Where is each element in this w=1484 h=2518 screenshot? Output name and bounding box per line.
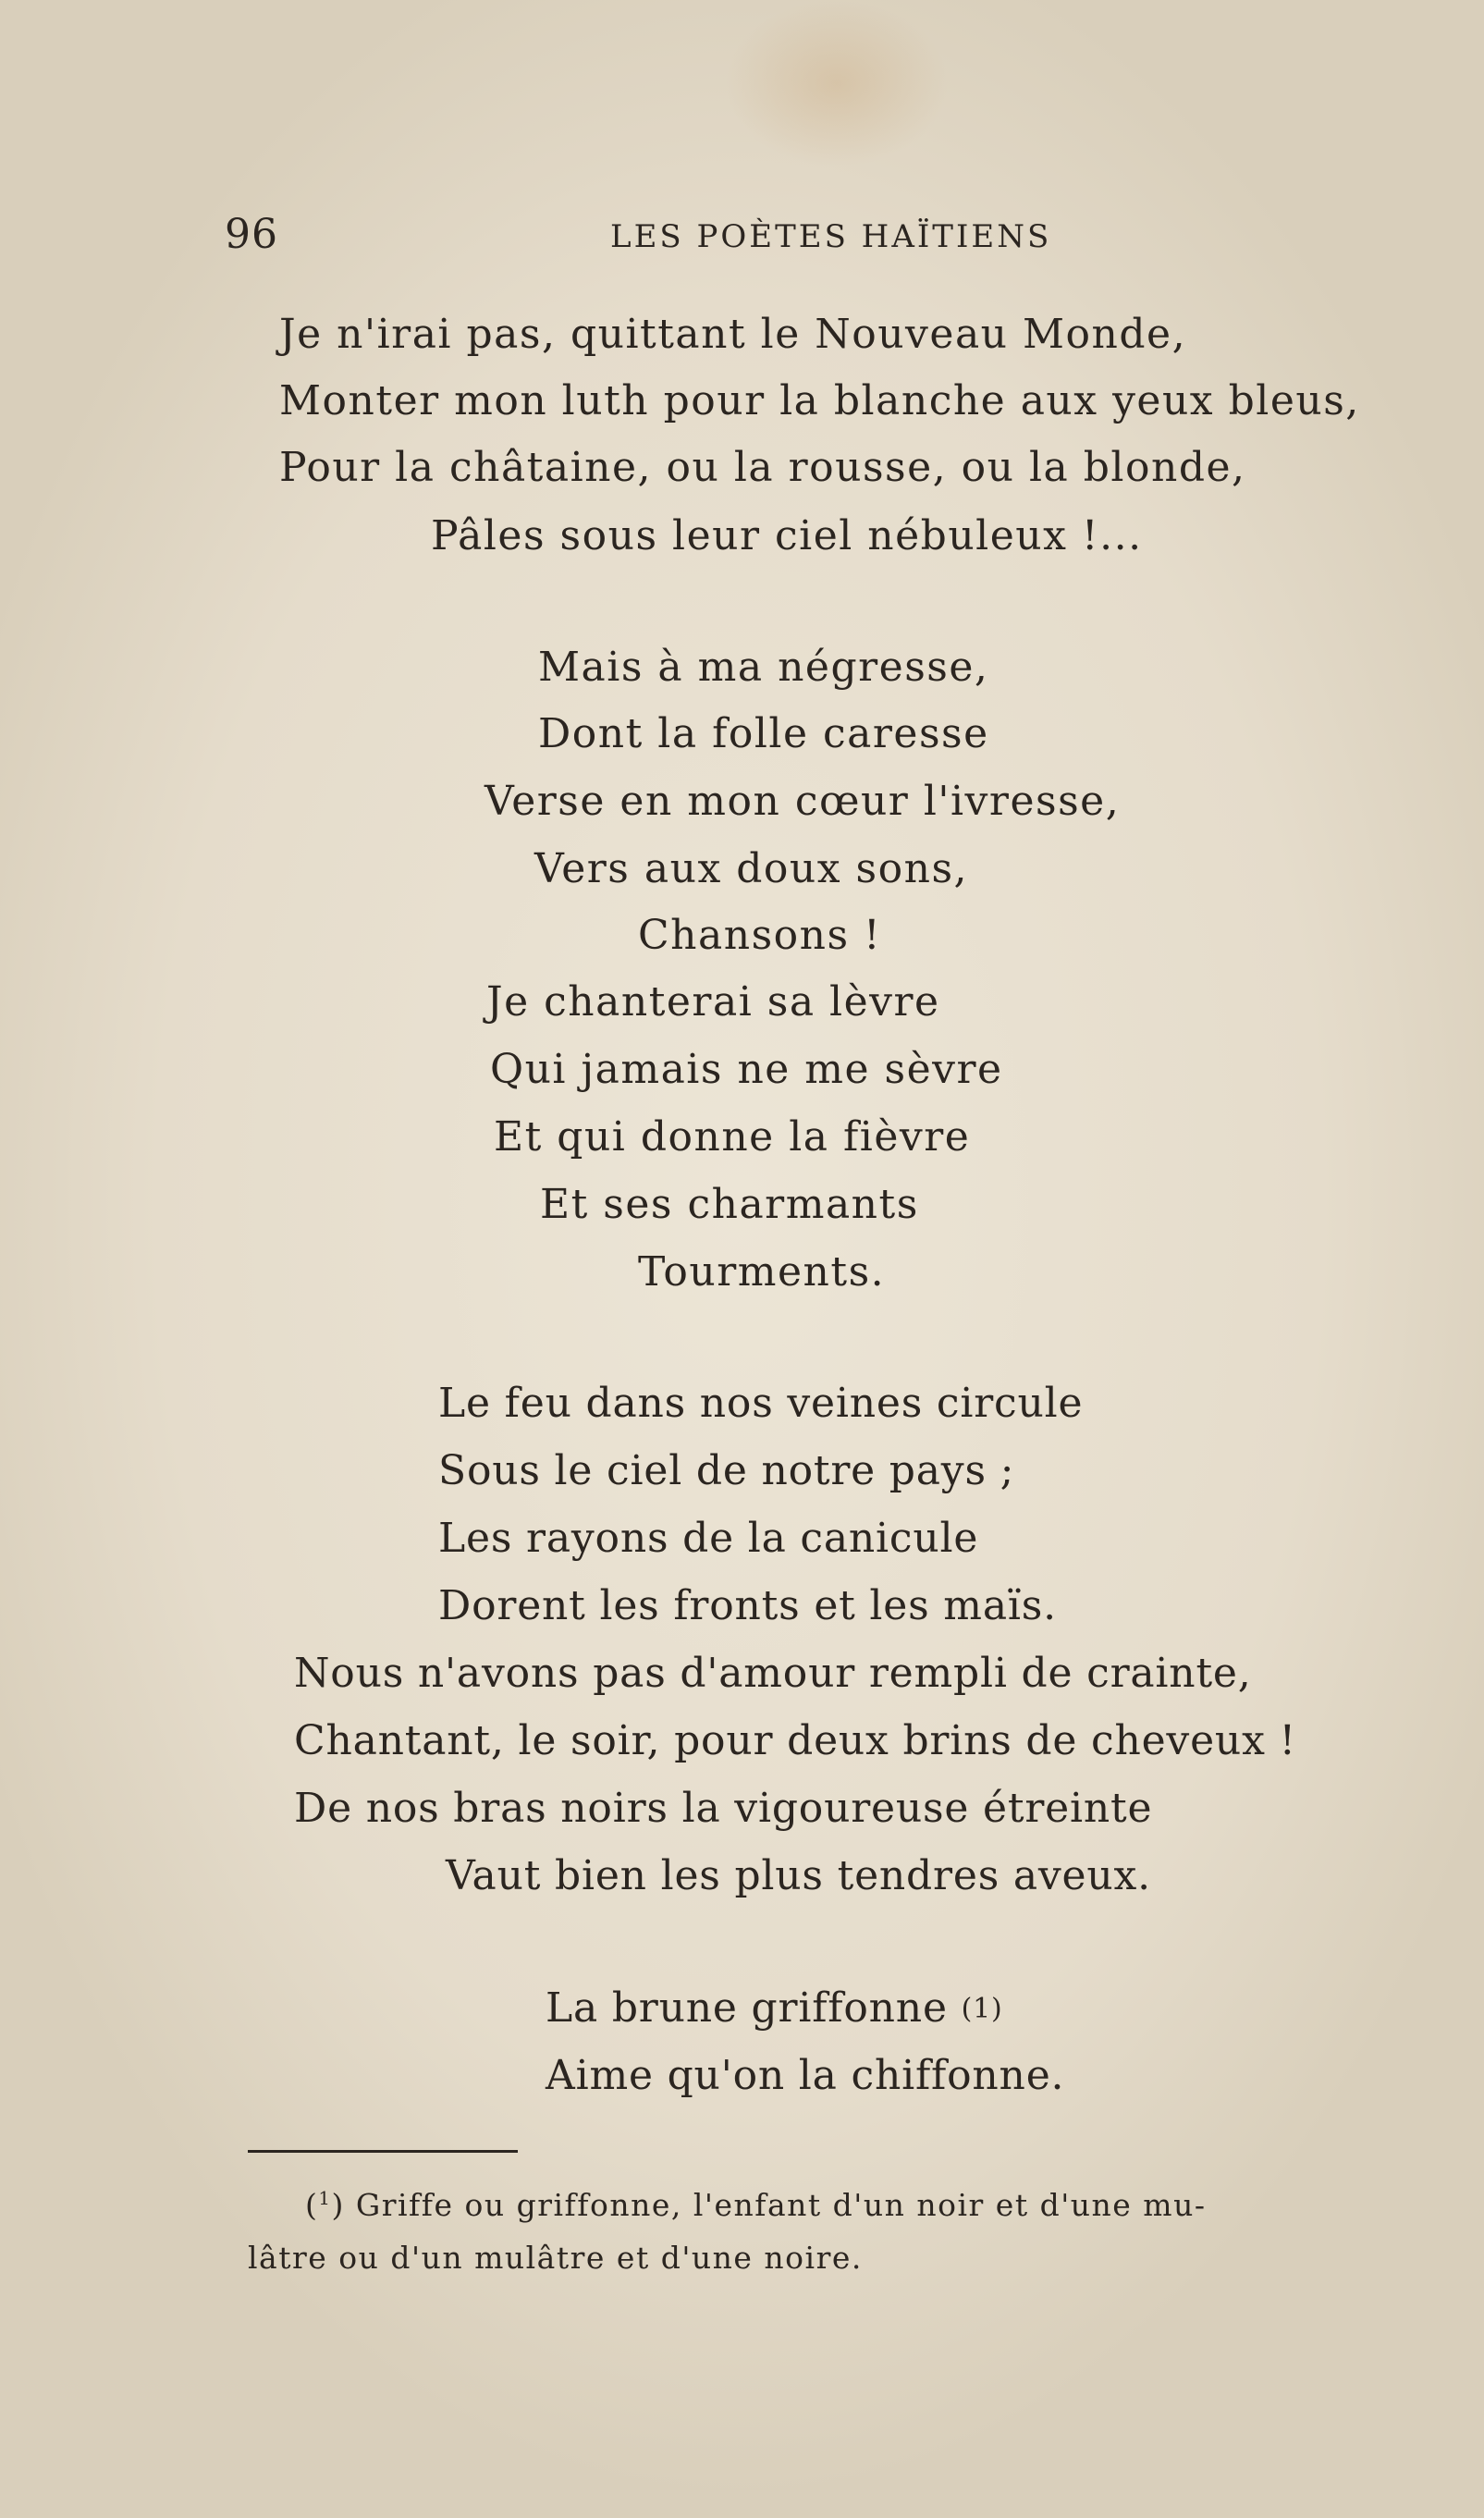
verse-line: Je n'irai pas, quittant le Nouveau Monde, <box>279 311 1187 358</box>
running-title: LES POÈTES HAÏTIENS <box>610 218 1052 255</box>
verse-line: Aime qu'on la chiffonne. <box>546 2052 1065 2099</box>
verse-line: Nous n'avons pas d'amour rempli de crainte, <box>294 1650 1252 1697</box>
footnote-reference: (1) <box>961 1993 1003 2025</box>
verse-line: Je chanterai sa lèvre <box>486 978 940 1026</box>
footnote-marker-open: ( <box>305 2187 319 2223</box>
verse-line: Mais à ma négresse, <box>538 644 989 691</box>
verse-line: Le feu dans nos veines circule <box>438 1380 1084 1427</box>
verse-line: Chantant, le soir, pour deux brins de cheveux ! <box>294 1717 1296 1764</box>
verse-line: Monter mon luth pour la blanche aux yeux bleus, <box>279 377 1360 424</box>
verse-line: Vers aux doux sons, <box>534 845 969 892</box>
verse-line: Tourments. <box>638 1248 886 1296</box>
verse-line: Dont la folle caresse <box>538 710 989 757</box>
verse-line: Pâles sous leur ciel nébuleux !... <box>431 512 1143 559</box>
footnote-separator <box>248 2150 518 2153</box>
verse-line <box>546 1984 1003 2032</box>
verse-line: Chansons ! <box>638 912 882 959</box>
footnote-line <box>305 2187 1207 2223</box>
verse-line: Les rayons de la canicule <box>438 1515 979 1562</box>
footnote-line: lâtre ou d'un mulâtre et d'une noire. <box>248 2240 863 2276</box>
verse-line: Vaut bien les plus tendres aveux. <box>446 1852 1151 1899</box>
verse-line: Verse en mon cœur l'ivresse, <box>484 778 1121 825</box>
footnote-text: Griffe ou griffonne, l'enfant d'un noir et d'une mu- <box>355 2187 1207 2223</box>
footnote-marker-close: ) <box>331 2187 345 2223</box>
verse-line: De nos bras noirs la vigoureuse étreinte <box>294 1785 1153 1832</box>
verse-line: Et ses charmants <box>540 1181 919 1228</box>
verse-line: Sous le ciel de notre pays ; <box>438 1447 1015 1494</box>
verse-line: Dorent les fronts et les maïs. <box>438 1582 1057 1629</box>
footnote-marker: 1 <box>318 2188 332 2209</box>
verse-line: Et qui donne la fièvre <box>494 1113 971 1161</box>
page-number: 96 <box>225 211 278 258</box>
verse-line: Qui jamais ne me sèvre <box>490 1046 1003 1093</box>
verse-text: La brune griffonne <box>546 1984 948 2032</box>
verse-line: Pour la châtaine, ou la rousse, ou la blonde, <box>279 444 1246 491</box>
